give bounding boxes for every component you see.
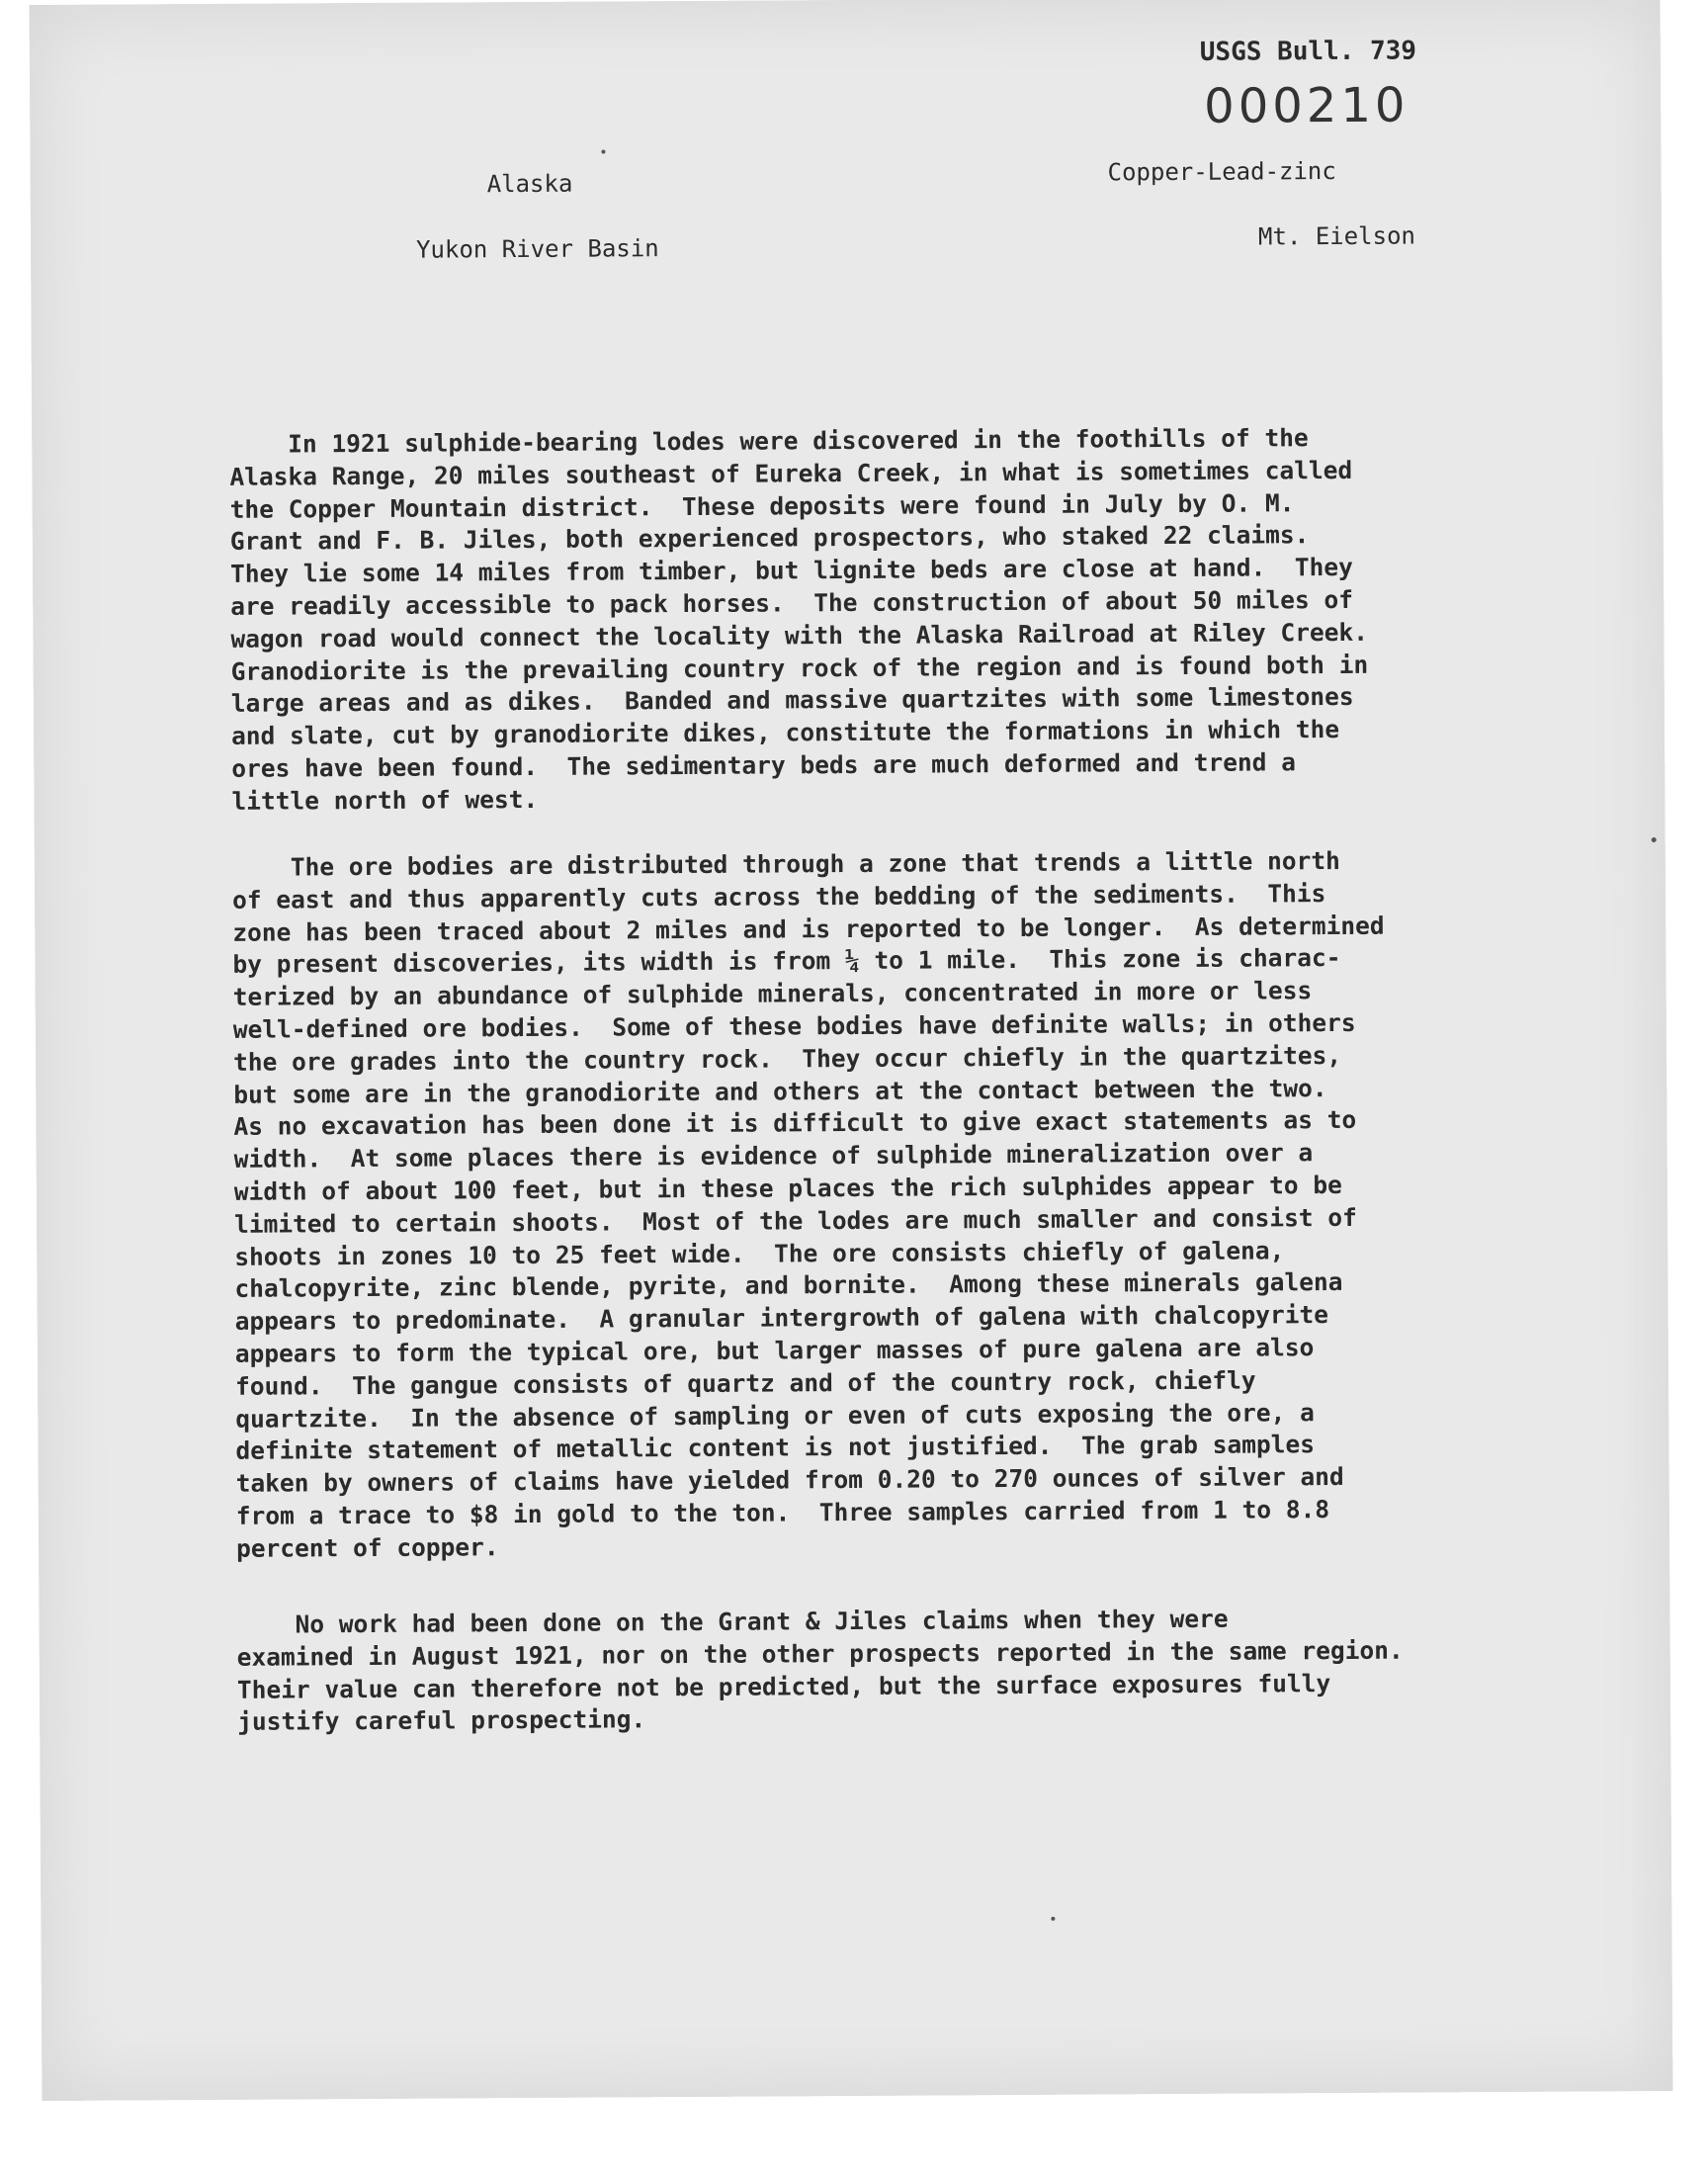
document-page [30,0,1673,2101]
state-heading: Alaska [486,169,573,199]
stamped-page-number: 000210 [1204,77,1409,134]
paper-speck [1051,1917,1055,1921]
body-paragraph: The ore bodies are distributed through a zone that trends a little north of east and thus apparently cuts across the bedding of the sediments. This zone has been traced about 2 miles and is reported to be longer. As determined by present discoveries, its width is from ¼ to 1 mile. This zone is charac- terized by an abundance of sulphide minerals, concentrated in more or less well-defined ore bodies. Some of these bodies have definite walls; in others the ore grades into the country rock. They occur chiefly in the quartzites, but some are in the granodiorite and others at the contact between the two. As no excavation has been done it is difficult to give exact statements as to width. At some places there is evidence of sulphide mineralization over a width of about 100 feet, but in these places the rich sulphides appear to be limited to certain shoots. Most of the lodes are much smaller and consist of shoots in zones 10 to 25 feet wide. The ore consists chiefly of galena, chalcopyrite, zinc blende, pyrite, and bornite. Among these minerals galena appears to predominate. A granular intergrowth of galena with chalcopyrite appears to form the typical ore, but larger masses of pure galena are also found. The gangue consists of quartz and of the country rock, chiefly quartzite. In the absence of sampling or even of cuts exposing the ore, a definite statement of metallic content is not justified. The grab samples taken by owners of claims have yielded from 0.20 to 270 ounces of silver and from a trace to $8 in gold to the ton. Three samples carried from 1 to 8.8 percent of copper. [231,845,1385,1563]
basin-heading: Yukon River Basin [415,234,659,264]
paper-speck [1652,837,1657,842]
body-paragraph: No work had been done on the Grant & Jiles claims when they were examined in August 1921, nor on the other prospects reported in the same region. Their value can therefore not be predicted, but the surface exposures fully justify careful prospecting. [236,1604,1404,1737]
commodity-heading: Copper-Lead-zinc [1107,156,1336,187]
body-paragraph: In 1921 sulphide-bearing lodes were discovered in the foothills of the Alaska Range, 20 miles southeast of Eureka Creek, in what is sometimes called the Copper Mountain district. These deposits were found in July by O. M. Grant and F. B. Jiles, both experienced prospectors, who staked 22 claims. They lie some 14 miles from timber, but lignite beds are close at hand. They are readily accessible to pack horses. The construction of about 50 miles of wagon road would connect the locality with the Alaska Railroad at Riley Creek. Granodiorite is the prevailing country rock of the region and is found both in large areas and as dikes. Banded and massive quartzites with some limestones and slate, cut by granodiorite dikes, constitute the formations in which the ores have been found. The sedimentary beds are much deformed and trend a little north of west. [229,423,1369,816]
bulletin-reference: USGS Bull. 739 [1199,36,1417,67]
locality-heading: Mt. Eielson [1257,221,1416,251]
paper-speck [601,150,605,154]
